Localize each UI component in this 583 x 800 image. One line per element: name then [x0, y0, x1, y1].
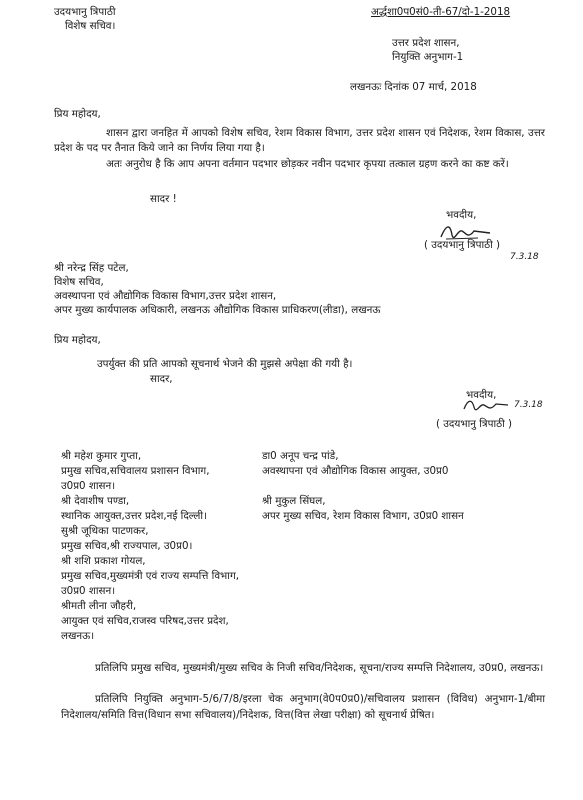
signature-date-2: 7.3.18 [514, 400, 543, 410]
regards-2: सादर, [150, 373, 173, 385]
place-date: लखनऊः दिनांक 07 मार्च, 2018 [350, 81, 477, 93]
cc-left-line-4: श्री देवाशीष पण्डा, [61, 495, 130, 507]
regards-1: सादर ! [150, 193, 177, 205]
cc-left-line-2: प्रमुख सचिव,सचिवालय प्रशासन विभाग, [61, 465, 210, 477]
cc-left-line-7: प्रमुख सचिव,श्री राज्यपाल, उ0प्र0। [61, 540, 193, 552]
cc-left-line-9: प्रमुख सचिव,मुख्यमंत्री एवं राज्य सम्पत्ति विभाग, [61, 570, 240, 582]
cc-left-line-6: सुश्री जूथिका पाटणकर, [61, 525, 149, 537]
cc-left-line-3: उ0प्र0 शासन। [61, 480, 116, 492]
cc-left-line-11: श्रीमती लीना जौहरी, [61, 600, 137, 612]
footer-paragraph-1: प्रतिलिपि प्रमुख सचिव, मुख्यमंत्री/मुख्य सचिव के निजी सचिव/निदेशक, सूचना/राज्य सम्पत्ति निदेशालय, उ0प्र0, लखनऊ। [95, 662, 544, 674]
recipient-line-4: अपर मुख्य कार्यपालक अधिकारी, लखनऊ औद्योगिक विकास प्राधिकरण(लीडा), लखनऊ [54, 304, 381, 316]
signature-date-1: 7.3.18 [510, 252, 539, 262]
recipient-line-2: विशेष सचिव, [54, 276, 104, 288]
cc-right-1-line-1: डा0 अनूप चन्द्र पांडे, [262, 450, 339, 462]
sender-name: उदयभानु त्रिपाठी [54, 6, 116, 18]
cc-right-2-line-1: श्री मुकुल सिंघल, [262, 495, 326, 507]
office-line-2: नियुक्ति अनुभाग-1 [392, 51, 464, 63]
cc-left-line-12: आयुक्त एवं सचिव,राजस्व परिषद,उत्तर प्रदेश, [61, 615, 229, 627]
closing-1: भवदीय, [446, 209, 477, 221]
signature-name-2: ( उदयभानु त्रिपाठी ) [436, 418, 513, 430]
copy-note: उपर्युक्त की प्रति आपको सूचनार्थ भेजने की मुझसे अपेक्षा की गयी है। [97, 358, 353, 370]
cc-left-line-10: उ0प्र0 शासन। [61, 585, 116, 597]
reference-number: अर्द्धशा0प0सं0-ती-67/दो-1-2018 [371, 6, 511, 18]
footer-paragraph-2: प्रतिलिपि नियुक्ति अनुभाग-5/6/7/8/इरला चेक अनुभाग(वे0प0प्र0)/सचिवालय प्रशासन (विविध) अनुभाग-1/बीमा निदेशालय/समिति वित्त(विधान सभा सचिवालय)/निदेशक, वित्त(वित्त लेखा परीक्षा) को सूचनार्थ प्रेषित। [61, 693, 545, 721]
recipient-line-1: श्री नरेन्द्र सिंह पटेल, [54, 262, 129, 274]
salutation: प्रिय महोदय, [54, 108, 101, 120]
closing-2: भवदीय, [466, 389, 497, 401]
recipient-line-3: अवस्थापना एवं औद्योगिक विकास विभाग,उत्तर प्रदेश शासन, [54, 290, 277, 302]
sender-designation: विशेष सचिव। [65, 20, 116, 32]
cc-left-line-1: श्री महेश कुमार गुप्ता, [61, 450, 142, 462]
signature-name-1: ( उदयभानु त्रिपाठी ) [424, 239, 501, 251]
cc-left-line-13: लखनऊ। [61, 630, 95, 642]
body-paragraph-2: अतः अनुरोध है कि आप अपना वर्तमान पदभार छोड़कर नवीन पदभार कृपया तत्काल ग्रहण करने का कष्ट करें। [106, 158, 509, 170]
salutation-2: प्रिय महोदय, [54, 334, 101, 346]
cc-left-line-8: श्री शशि प्रकाश गोयल, [61, 555, 146, 567]
body-paragraph-1: शासन द्वारा जनहित में आपको विशेष सचिव, रेशम विकास विभाग, उत्तर प्रदेश शासन एवं निदेशक, रेशम विकास, उत्तर प्रदेश के पद पर तैनात किये जाने का निर्णय लिया गया है। [54, 127, 545, 154]
cc-right-1-line-2: अवस्थापना एवं औद्योगिक विकास आयुक्त, उ0प्र0 [262, 465, 449, 477]
cc-left-line-5: स्थानिक आयुक्त,उत्तर प्रदेश,नई दिल्ली। [61, 510, 207, 522]
cc-right-2-line-2: अपर मुख्य सचिव, रेशम विकास विभाग, उ0प्र0 शासन [262, 510, 464, 522]
office-line-1: उत्तर प्रदेश शासन, [392, 37, 460, 49]
